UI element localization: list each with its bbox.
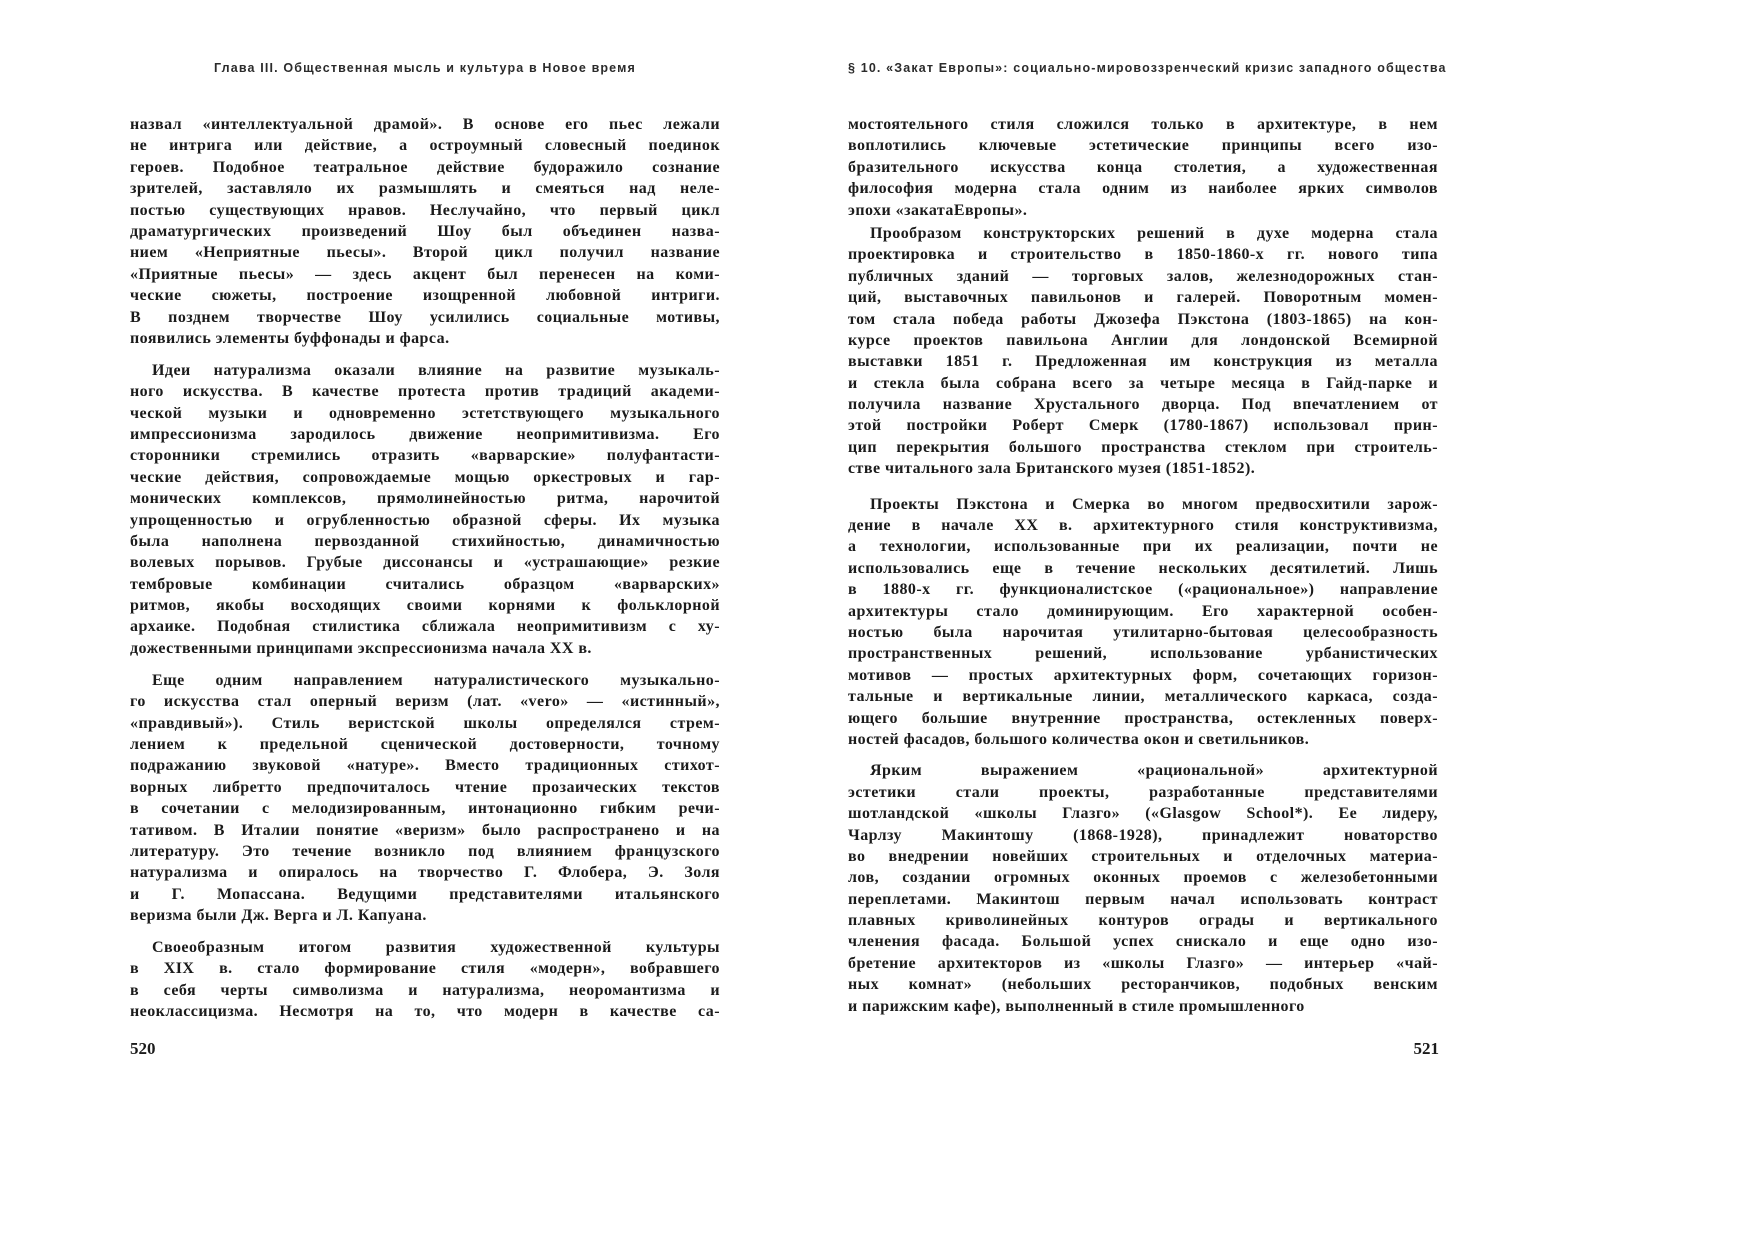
- text-line: подражанию звуковой «натуре». Вместо традиционных стихот-: [130, 757, 720, 775]
- text-line: цип перекрытия большого пространства стеклом при строитель-: [848, 438, 1438, 456]
- text-line: не интрига или действие, а остроумный словесный поединок: [130, 137, 720, 155]
- text-line: в 1880-х гг. функционалистское («рациональное») направление: [848, 581, 1438, 599]
- text-line: зрителей, заставляло их размышлять и смеяться над неле-: [130, 180, 720, 198]
- text-line: шотландской «школы Глазго» («Glasgow School*). Ее лидеру,: [848, 805, 1438, 823]
- text-line: выставки 1851 г. Предложенная им конструкция из металла: [848, 353, 1438, 371]
- text-line: упрощенностью и огрубленностью образной сферы. Их музыка: [130, 511, 720, 529]
- text-line: эпохи «закатаЕвропы».: [848, 201, 1028, 219]
- text-line: появились элементы буффонады и фарса.: [130, 329, 450, 347]
- text-line: публичных зданий — торговых залов, железнодорожных стан-: [848, 267, 1438, 285]
- text-line: этой постройки Роберт Смерк (1780-1867) использовал прин-: [848, 417, 1438, 435]
- paragraph: [848, 760, 1438, 1017]
- text-line: назвал «интеллектуальной драмой». В основе его пьес лежали: [130, 116, 720, 133]
- text-line: ных комнат» (небольших ресторанчиков, подобных венским: [848, 976, 1438, 994]
- paragraph: [130, 937, 720, 1023]
- text-line: волевых порывов. Грубые диссонансы и «устрашающие» резкие: [130, 554, 720, 572]
- text-line: ного искусства. В качестве протеста против традиций академи-: [130, 383, 720, 401]
- text-line: Чарлзу Макинтошу (1868-1928), принадлежит новаторство: [848, 826, 1438, 844]
- text-line: Проекты Пэкстона и Смерка во многом предвосхитили зарож-: [870, 495, 1438, 513]
- text-line: в XIX в. стало формирование стиля «модерн», вобравшего: [130, 960, 720, 978]
- paragraph: [130, 360, 720, 659]
- text-line: импрессионизма зародилось движение неопримитивизма. Его: [130, 425, 720, 443]
- text-line: философия модерна стала одним из наиболее ярких символов: [848, 180, 1438, 198]
- text-line: тембровые комбинации считались образцом «варварских»: [130, 575, 720, 593]
- text-line: курсе проектов павильона Англии для лондонской Всемирной: [848, 331, 1438, 349]
- text-line: проектировка и строительство в 1850-1860-х гг. нового типа: [848, 246, 1438, 264]
- text-line: ностей фасадов, большого количества окон и светильников.: [848, 730, 1310, 748]
- text-line: ворных либретто предпочиталось чтение прозаических текстов: [130, 778, 720, 796]
- text-line: драматургических произведений Шоу был объединен назва-: [130, 222, 720, 240]
- text-line: переплетами. Макинтош первым начал использовать контраст: [848, 890, 1438, 908]
- text-line: а технологии, использованные при их реализации, почти не: [848, 538, 1438, 556]
- text-line: дожественными принципами экспрессионизма начала XX в.: [130, 639, 592, 657]
- text-line: стве читального зала Британского музея (1851-1852).: [848, 460, 1256, 478]
- text-line: бретение архитекторов из «школы Глазго» — интерьер «чай-: [848, 954, 1438, 972]
- text-line: мостоятельного стиля сложился только в архитектуре, в нем: [848, 116, 1438, 133]
- text-line: ющего большие внутренние пространства, остекленных поверх-: [848, 709, 1438, 727]
- page-number: 520: [130, 1039, 156, 1058]
- text-line: бразительного искусства конца столетия, а художественная: [848, 158, 1438, 176]
- text-line: архаике. Подобная стилистика сближала неопримитивизм с ху-: [130, 618, 720, 636]
- paragraph: [848, 114, 1438, 221]
- paragraph: [848, 494, 1438, 751]
- text-line: и парижским кафе), выполненный в стиле промышленного: [848, 997, 1305, 1015]
- text-line: использовались еще в течение нескольких десятилетий. Лишь: [848, 559, 1438, 577]
- text-line: «Приятные пьесы» — здесь акцент был перенесен на коми-: [130, 265, 720, 283]
- text-line: дение в начале XX в. архитектурного стиля конструктивизма,: [848, 517, 1438, 535]
- text-line: го искусства стал оперный веризм (лат. «vero» — «истинный»,: [130, 693, 720, 711]
- text-line: архитектуры стало доминирующим. Его характерной особен-: [848, 602, 1438, 620]
- running-header: § 10. «Закат Европы»: социально-мировоззренческий кризис западного общества: [848, 61, 1447, 75]
- text-line: тативом. В Италии понятие «веризм» было распространено и на: [130, 821, 720, 839]
- text-line: ностью была нарочитая утилитарно-бытовая целесообразность: [848, 623, 1438, 641]
- text-line: пространственных решений, использование урбанистических: [848, 645, 1438, 663]
- text-line: веризма были Дж. Верга и Л. Капуана.: [130, 907, 427, 925]
- text-line: неоклассицизма. Несмотря на то, что модерн в качестве са-: [130, 1003, 720, 1021]
- text-line: ций, выставочных павильонов и галерей. Поворотным момен-: [848, 289, 1438, 307]
- text-line: «правдивый»). Стиль веристской школы определялся стрем-: [130, 714, 720, 732]
- text-line: том стала победа работы Джозефа Пэкстона (1803-1865) на кон-: [848, 310, 1438, 328]
- text-line: членения фасада. Большой успех снискало и еще одно изо-: [848, 933, 1438, 951]
- text-line: лов, создании огромных оконных проемов с железобетонными: [848, 869, 1438, 887]
- text-line: монических комплексов, прямолинейностью ритма, нарочитой: [130, 490, 720, 508]
- paragraph: [130, 114, 720, 349]
- text-line: во внедрении новейших строительных и отделочных материа-: [848, 847, 1438, 865]
- paragraph: [130, 670, 720, 927]
- text-line: Идеи натурализма оказали влияние на развитие музыкаль-: [152, 361, 720, 379]
- text-line: мотивов — простых архитектурных форм, сочетающих горизон-: [848, 666, 1438, 684]
- text-line: лением к предельной сценической достоверности, точному: [130, 735, 720, 753]
- text-line: ритмов, якобы восходящих своими корнями к фольклорной: [130, 597, 720, 615]
- text-line: натурализма и опиралось на творчество Г. Флобера, Э. Золя: [130, 864, 720, 882]
- text-line: постью существующих нравов. Неслучайно, что первый цикл: [130, 201, 720, 219]
- text-line: ческой музыки и одновременно эстетствующего музыкального: [130, 404, 720, 422]
- text-line: ческие действия, сопровождаемые мощью оркестровых и гар-: [130, 468, 720, 486]
- text-line: тальные и вертикальные линии, металлического каркаса, созда-: [848, 688, 1438, 706]
- text-line: и Г. Мопассана. Ведущими представителями итальянского: [130, 885, 720, 903]
- text-line: и стекла была собрана всего за четыре месяца в Гайд-парке и: [848, 374, 1438, 392]
- text-line: эстетики стали проекты, разработанные представителями: [848, 783, 1438, 801]
- text-line: ческие сюжеты, построение изощренной любовной интриги.: [130, 287, 720, 305]
- text-line: получила название Хрустального дворца. Под впечатлением от: [848, 396, 1438, 414]
- text-line: Ярким выражением «рациональной» архитектурной: [870, 762, 1438, 780]
- text-line: героев. Подобное театральное действие будоражило сознание: [130, 158, 720, 176]
- text-line: плавных криволинейных контуров ограды и вертикального: [848, 912, 1438, 930]
- text-column: [130, 114, 720, 1023]
- right-page: [848, 0, 1754, 1239]
- text-line: Своеобразным итогом развития художественной культуры: [152, 938, 720, 956]
- text-line: Прообразом конструкторских решений в духе модерна стала: [870, 224, 1438, 242]
- text-line: воплотились ключевые эстетические принципы всего изо-: [848, 137, 1438, 155]
- text-line: в себя черты символизма и натурализма, неоромантизма и: [130, 981, 720, 999]
- page-number: 521: [1413, 1039, 1439, 1058]
- paragraph: [848, 223, 1438, 480]
- text-line: литературу. Это течение возникло под влиянием французского: [130, 842, 720, 860]
- running-header: Глава III. Общественная мысль и культура в Новое время: [214, 61, 636, 75]
- text-line: Еще одним направлением натуралистического музыкально-: [152, 671, 720, 689]
- text-line: В позднем творчестве Шоу усилились социальные мотивы,: [130, 308, 720, 326]
- text-column: [848, 114, 1438, 1017]
- text-line: сторонники стремились отразить «варварские» полуфантасти-: [130, 447, 720, 465]
- text-line: в сочетании с мелодизированным, интонационно гибким речи-: [130, 800, 720, 818]
- text-line: была наполнена первозданной стихийностью, динамичностью: [130, 532, 720, 550]
- text-line: нием «Неприятные пьесы». Второй цикл получил название: [130, 244, 720, 262]
